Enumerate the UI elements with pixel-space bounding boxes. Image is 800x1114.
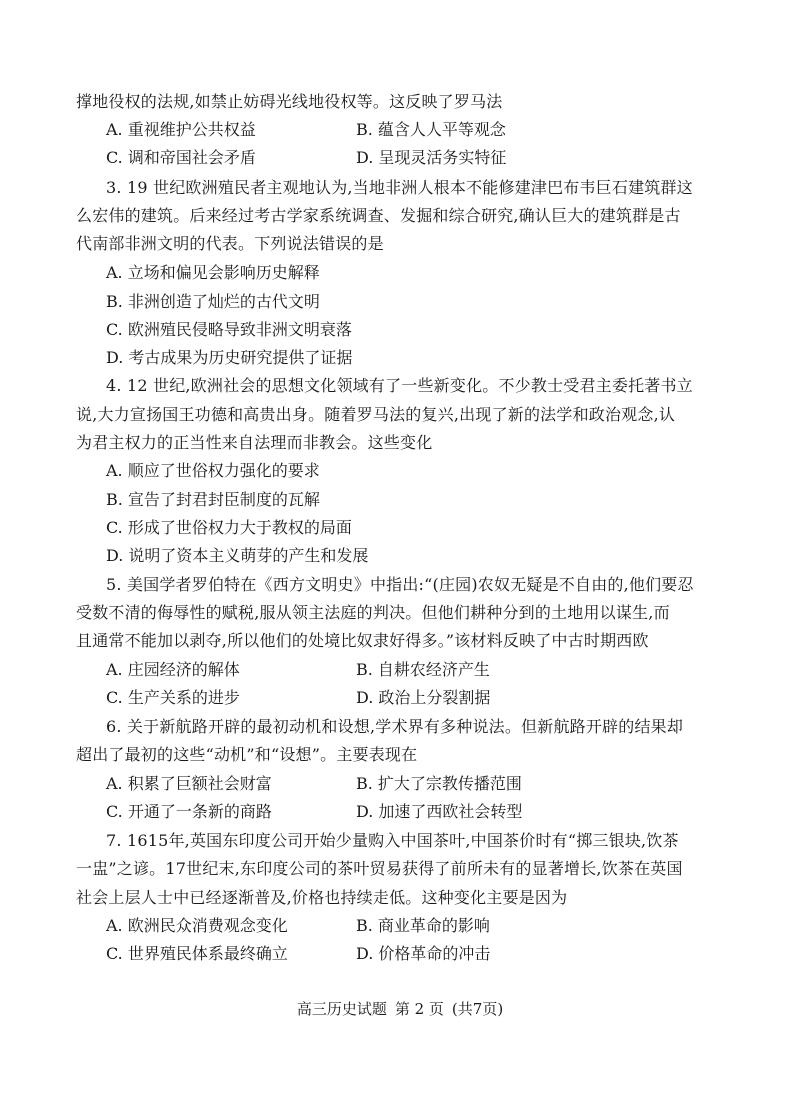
question-3-line-1: 3. 19 世纪欧洲殖民者主观地认为,当地非洲人根本不能修建津巴布韦巨石建筑群这 [106,178,693,197]
option-3d: D. 考古成果为历史研究提供了证据 [106,348,353,367]
option-7c: C. 世界殖民体系最终确立 [106,944,288,963]
option-7d: D. 价格革命的冲击 [356,944,491,963]
question-6-line-1: 6. 关于新航路开辟的最初动机和设想,学术界有多种说法。但新航路开辟的结果却 [106,717,684,736]
option-4a: A. 顺应了世俗权力强化的要求 [106,461,320,480]
option-6c: C. 开通了一条新的商路 [106,802,272,821]
question-5-line-2: 受数不清的侮辱性的赋税,服从领主法庭的判决。但他们耕种分到的土地用以谋生,而 [76,603,670,622]
question-7-line-3: 社会上层人士中已经逐渐普及,价格也持续走低。这种变化主要是因为 [76,888,568,907]
question-6-line-2: 超出了最初的这些“动机”和“设想”。主要表现在 [76,745,418,764]
question-4-line-3: 为君主权力的正当性来自法理而非教会。这些变化 [76,433,433,452]
option-6a: A. 积累了巨额社会财富 [106,774,272,793]
footer-exam-title: 高三历史试题 [296,1000,387,1018]
option-2c: C. 调和帝国社会矛盾 [106,148,256,167]
question-4-line-2: 说,大力宣扬国王功德和高贵出身。随着罗马法的复兴,出现了新的法学和政治观念,认 [76,405,676,424]
option-2d: D. 呈现灵活务实特征 [356,148,507,167]
question-5-line-1: 5. 美国学者罗伯特在《西方文明史》中指出:“(庄园)农奴无疑是不自由的,他们要忍 [106,575,694,594]
option-7a: A. 欧洲民众消费观念变化 [106,916,288,935]
question-2-stem-tail: 撑地役权的法规,如禁止妨碍光线地役权等。这反映了罗马法 [76,92,503,111]
option-4c: C. 形成了世俗权力大于教权的局面 [106,518,352,537]
question-7-line-1: 7. 1615年,英国东印度公司开始少量购入中国茶叶,中国茶价时有“掷三银块,饮茶 [106,831,679,850]
option-5b: B. 自耕农经济产生 [356,660,490,679]
option-7b: B. 商业革命的影响 [356,916,490,935]
option-6b: B. 扩大了宗教传播范围 [356,774,522,793]
question-4-line-1: 4. 12 世纪,欧洲社会的思想文化领域有了一些新变化。不少教士受君主委托著书立 [106,376,693,395]
option-3c: C. 欧洲殖民侵略导致非洲文明衰落 [106,320,352,339]
question-3-line-2: 么宏伟的建筑。后来经过考古学家系统调查、发掘和综合研究,确认巨大的建筑群是古 [76,206,681,225]
question-7-line-2: 一盅”之谚。17世纪末,东印度公司的茶叶贸易获得了前所未有的显著增长,饮茶在英国 [76,859,683,878]
question-3-line-3: 代南部非洲文明的代表。下列说法错误的是 [76,234,384,253]
option-2b: B. 蕴含人人平等观念 [356,120,506,139]
option-4d: D. 说明了资本主义萌芽的产生和发展 [106,546,369,565]
footer-page-number: 第 2 页 [394,1000,444,1018]
page-footer [0,997,800,1021]
option-3b: B. 非洲创造了灿烂的古代文明 [106,292,320,311]
option-5d: D. 政治上分裂割据 [356,688,491,707]
option-3a: A. 立场和偏见会影响历史解释 [106,263,320,282]
option-5a: A. 庄园经济的解体 [106,660,240,679]
question-5-line-3: 且通常不能加以剥夺,所以他们的处境比奴隶好得多。”该材料反映了中古时期西欧 [76,631,649,650]
option-6d: D. 加速了西欧社会转型 [356,802,523,821]
option-5c: C. 生产关系的进步 [106,688,240,707]
option-2a: A. 重视维护公共权益 [106,120,256,139]
option-4b: B. 宣告了封君封臣制度的瓦解 [106,490,320,509]
footer-total-pages: (共7页) [451,1000,504,1018]
